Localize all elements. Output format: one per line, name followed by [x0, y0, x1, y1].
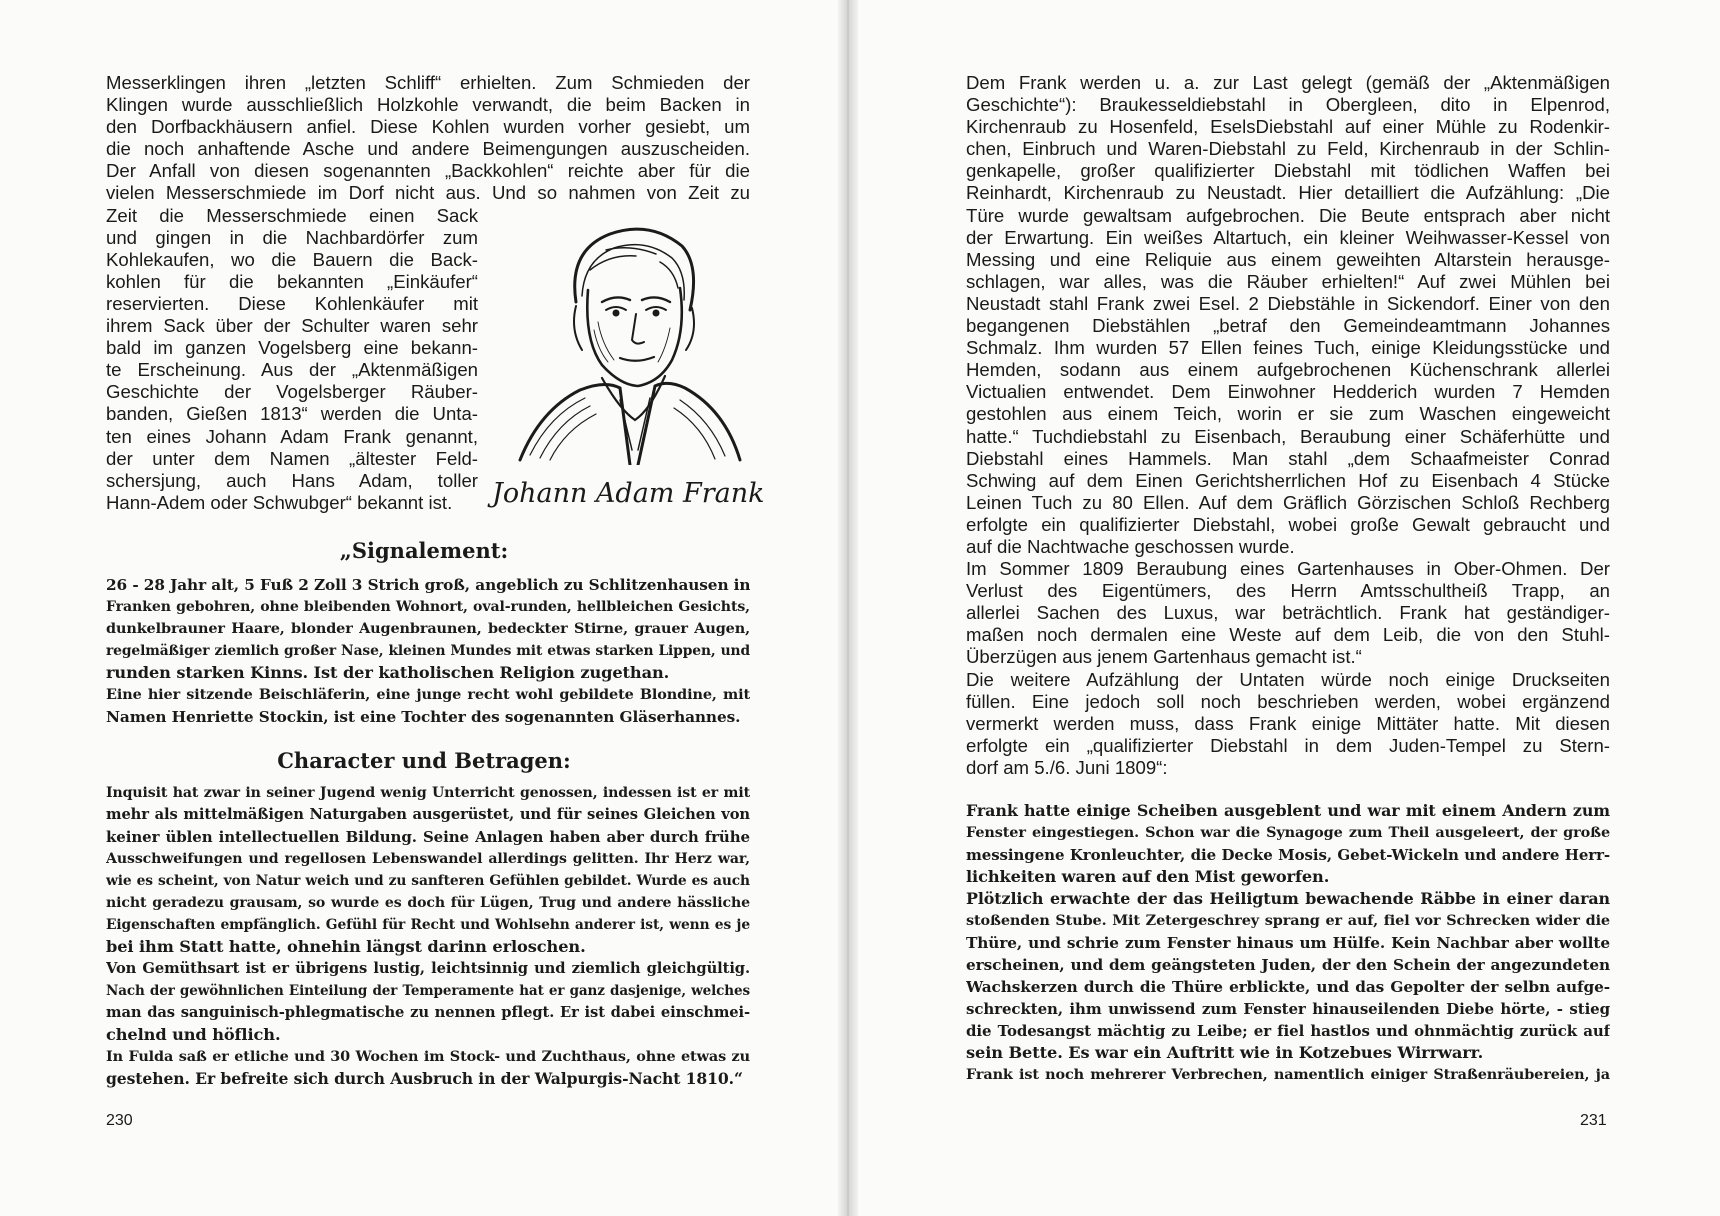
text-line: erfolgte ein „qualifizierter Diebstahl in dem Juden-Tempel zu Stern- — [966, 734, 1610, 756]
text-line: die Todesangst mächtig zu Leibe; er fiel hastlos und ohnmächtig zurück auf — [966, 1022, 1610, 1040]
text-line: vielen Messerschmiede im Dorf nicht aus. Und so nahmen von Zeit zu — [106, 182, 750, 204]
text-line: regelmäßiger ziemlich großer Nase, kleinen Mundes mit etwas starken Lippen, und — [106, 643, 750, 659]
text-line: erscheinen, und dem geängsteten Juden, der den Schein der angezundeten — [966, 956, 1610, 974]
text-line: Verlust des Eigentümers, des Herrn Amtsschultheiß Trapp, an — [966, 580, 1610, 602]
text-line: Hemden, sodann aus einem aufgebrochenen Küchenschrank allerlei — [966, 359, 1610, 381]
text-line: Die weitere Aufzählung der Untaten würde noch einige Druckseiten — [966, 668, 1610, 690]
text-line: Wachskerzen durch die Thüre erblickte, und das Gepolter der selbn aufge- — [966, 978, 1610, 996]
text-line: In Fulda saß er etliche und 30 Wochen im Stock- und Zuchthaus, ohne etwas zu — [106, 1048, 750, 1065]
text-line: te Erscheinung. Aus der „Aktenmäßigen — [106, 359, 478, 381]
text-line: maßen noch dermalen eine Weste auf dem Leib, die von den Stuhl- — [966, 624, 1610, 646]
text-line: allerlei Sachen des Luxus, war beträchtlich. Frank hat geständiger- — [966, 602, 1610, 624]
text-line: stoßenden Stube. Mit Zetergeschrey sprang er auf, fiel vor Schrecken wider die — [966, 912, 1610, 929]
text-line: gestohlen aus einem Teich, worin er sie zum Waschen eingeweicht — [966, 403, 1610, 425]
text-line: auf die Nachtwache geschossen wurde. — [966, 535, 1295, 557]
text-line: Messerklingen ihren „letzten Schliff“ erhielten. Zum Schmieden der — [106, 72, 750, 93]
text-line: lichkeiten waren auf den Mist geworfen. — [966, 867, 1330, 886]
page-number-left: 230 — [106, 1112, 133, 1129]
text-line: Frank ist noch mehrerer Verbrechen, namentlich einiger Straßenräubereien, ja — [966, 1066, 1610, 1083]
text-line: Kohlekaufen, wo die Bauern die Back- — [106, 248, 478, 270]
text-line: bei ihm Statt hatte, ohnehin längst darinn erloschen. — [106, 937, 586, 956]
text-line: man das sanguinisch-phlegmatische zu nennen pflegt. Er ist dabei einschmei- — [106, 1004, 750, 1021]
text-line: Victualien entwendet. Dem Einwohner Hedderich wurden 7 Hemden — [966, 381, 1610, 403]
text-line: Ausschweifungen und regellosen Lebenswandel allerdings gelitten. Ihr Herz war, — [106, 851, 750, 867]
text-line: begangenen Diebstählen „betraf den Gemeindeamtmann Johannes — [966, 315, 1610, 337]
text-line: dorf am 5./6. Juni 1809“: — [966, 756, 1168, 778]
text-line: füllen. Eine jedoch soll noch beschrieben werden, wobei ergänzend — [966, 690, 1610, 712]
text-line: kohlen für die bekannten „Einkäufer“ — [106, 270, 478, 292]
text-line: Geschichte“): Braukesseldiebstahl in Obergleen, dito in Elpenrod, — [966, 94, 1610, 116]
text-line: hatte.“ Tuchdiebstahl zu Eisenbach, Beraubung einer Schäferhütte und — [966, 425, 1610, 447]
text-line: Namen Henriette Stockin, ist eine Tochter des sogenannten Gläserhannes. — [106, 708, 741, 726]
text-line: Frank hatte einige Scheiben ausgeblent und war mit einem Andern zum — [966, 801, 1610, 820]
text-line: den Dorfbackhäusern anfiel. Diese Kohlen wurden vorher gesiebt, um — [106, 116, 750, 138]
text-line: Türe wurde gewaltsam aufgebrochen. Die Beute entsprach aber nicht — [966, 204, 1610, 226]
text-line: vermerkt werden muss, dass Frank einige Mittäter hatte. Mit diesen — [966, 712, 1610, 734]
text-line: banden, Gießen 1813“ werden die Unta- — [106, 403, 478, 425]
character-text — [106, 782, 750, 1090]
intro-paragraph-wrapped — [106, 205, 478, 514]
text-line: Neustadt stahl Frank zwei Esel. 2 Diebstähle in Sickendorf. Einer von den — [966, 292, 1610, 314]
text-line: schreckten, ihm unwissend zum Fenster hinauseilenden Diebe hörte, - stieg — [966, 1000, 1610, 1018]
text-line: chen, Einbruch und Waren-Diebstahl zu Feld, Kirchenraub in der Schlin- — [966, 138, 1610, 160]
text-line: der Erwartung. Ein weißes Altartuch, ein kleiner Weihwasser-Kessel von — [966, 226, 1610, 248]
text-line: 26 - 28 Jahr alt, 5 Fuß 2 Zoll 3 Strich groß, angeblich zu Schlitzenhausen in — [106, 576, 750, 594]
signature: Johann Adam Frank — [492, 478, 765, 509]
intro-paragraph — [106, 72, 750, 205]
text-line: Diebstahl eines Hammels. Man stahl „dem Schaafmeister Conrad — [966, 447, 1610, 469]
portrait-engraving-icon — [510, 210, 750, 465]
text-line: mehr als mittelmäßigen Naturgaben ausgerüstet, und für seines Gleichen von — [106, 806, 750, 823]
text-line: der unter dem Namen „ältester Feld- — [106, 447, 478, 469]
text-line: Im Sommer 1809 Beraubung eines Gartenhauses in Ober-Ohmen. Der — [966, 558, 1610, 580]
text-line: Fenster eingestiegen. Schon war die Synagoge zum Theil ausgeleert, der große — [966, 824, 1610, 841]
text-line: Nach der gewöhnlichen Einteilung der Temperamente hat er ganz dasjenige, welches — [106, 983, 750, 999]
text-line: sein Bette. Es war ein Auftritt wie in Kotzebues Wirrwarr. — [966, 1043, 1484, 1062]
text-line: Geschichte der Vogelsberger Räuber- — [106, 381, 478, 403]
text-line: Leinen Tuch zu 80 Ellen. Auf dem Gräflich Görzischen Schloß Rechberg — [966, 491, 1610, 513]
text-line: genkapelle, großer qualifizierter Diebstahl mit tödlichen Waffen bei — [966, 160, 1610, 182]
text-line: ten eines Johann Adam Frank genannt, — [106, 425, 478, 447]
text-line: Der Anfall von diesen sogenannten „Backkohlen“ reichte aber für die — [106, 160, 750, 182]
text-line: Kirchenraub zu Hosenfeld, EselsDiebstahl auf einer Mühle zu Rodenkir- — [966, 116, 1610, 138]
text-line: Überzügen aus jenem Gartenhaus gemacht ist.“ — [966, 646, 1362, 668]
signalement-text — [106, 574, 750, 728]
text-line: gestehen. Er befreite sich durch Ausbruch in der Walpurgis-Nacht 1810.“ — [106, 1069, 743, 1088]
text-line: Schmalz. Ihm wurden 57 Ellen feines Tuch, einige Kleidungsstücke und — [966, 337, 1610, 359]
text-line: Eine hier sitzende Beischläferin, eine junge recht wohl gebildete Blondine, mit — [106, 686, 750, 703]
text-line: Dem Frank werden u. a. zur Last gelegt (gemäß der „Aktenmäßigen — [966, 72, 1610, 93]
text-line: chelnd und höflich. — [106, 1025, 281, 1044]
text-line: und gingen in die Nachbardörfer zum — [106, 226, 478, 248]
text-line: nicht geradezu grausam, so wurde es doch für Lügen, Trug und andere hässliche — [106, 895, 750, 911]
text-line: schersjung, auch Hans Adam, toller — [106, 469, 478, 491]
right-page — [848, 0, 1720, 1216]
text-line: wie es scheint, von Natur weich und zu sanfteren Gefühlen gebildet. Wurde es auch — [106, 873, 750, 889]
text-line: die noch anhaftende Asche und andere Beimengungen auszuscheiden. — [106, 138, 750, 160]
text-line: Von Gemüthsart ist er übrigens lustig, leichtsinnig und ziemlich gleichgültig. — [106, 960, 750, 977]
text-line: erfolgte ein qualifizierter Diebstahl, wobei große Gewalt gebraucht und — [966, 513, 1610, 535]
text-line: dunkelbrauner Haare, blonder Augenbraunen, bedeckter Stirne, grauer Augen, — [106, 620, 750, 637]
text-line: Zeit die Messerschmiede einen Sack — [106, 204, 478, 226]
text-line: ihrem Sack über der Schulter waren sehr — [106, 315, 478, 337]
synagogue-account-text — [966, 800, 1610, 1086]
text-line: Plötzlich erwachte der das Heiligtum bewachende Räbbe in einer daran — [966, 889, 1610, 908]
text-line: reservierten. Diese Kohlenkäufer mit — [106, 292, 478, 314]
text-line: keiner üblen intellectuellen Bildung. Seine Anlagen haben aber durch frühe — [106, 828, 750, 846]
text-line: schlagen, war alles, was die Räuber erhielten!“ Auf zwei Mühlen bei — [966, 270, 1610, 292]
text-line: Inquisit hat zwar in seiner Jugend wenig Unterricht genossen, indessen ist er mit — [106, 785, 750, 801]
text-line: Franken gebohren, ohne bleibenden Wohnort, oval-runden, hellbleichen Gesichts, — [106, 599, 750, 615]
text-line: bald im ganzen Vogelsberg eine bekann- — [106, 337, 478, 359]
book-gutter — [838, 0, 858, 1216]
text-line: Hann-Adem oder Schwubger“ bekannt ist. — [106, 491, 453, 513]
text-line: runden starken Kinns. Ist der katholischen Religion zugethan. — [106, 663, 670, 682]
text-line: Messing und eine Reliquie aus einem geweihten Altarstein herausge- — [966, 248, 1610, 270]
text-line: Thüre, und schrie zum Fenster hinaus um Hülfe. Kein Nachbar aber wollte — [966, 934, 1610, 952]
left-page — [0, 0, 848, 1216]
crimes-paragraph — [966, 72, 1610, 779]
text-line: Klingen wurde ausschließlich Holzkohle verwandt, die beim Backen in — [106, 94, 750, 116]
text-line: messingene Kronleuchter, die Decke Mosis, Gebet-Wickeln und andere Herr- — [966, 846, 1610, 864]
text-line: Eigenschaften empfänglich. Gefühl für Recht und Wohlsehn anderer ist, wenn es je — [106, 917, 750, 933]
signalement-heading: „Signalement: — [339, 538, 509, 563]
text-line: Reinhardt, Kirchenraub zu Neustadt. Hier detailliert die Aufzählung: „Die — [966, 182, 1610, 204]
text-line: Schwing auf dem Einen Gerichtsherrlichen Hof zu Eisenbach 4 Stücke — [966, 469, 1610, 491]
character-heading: Character und Betragen: — [277, 748, 571, 773]
page-number-right: 231 — [1580, 1112, 1607, 1129]
